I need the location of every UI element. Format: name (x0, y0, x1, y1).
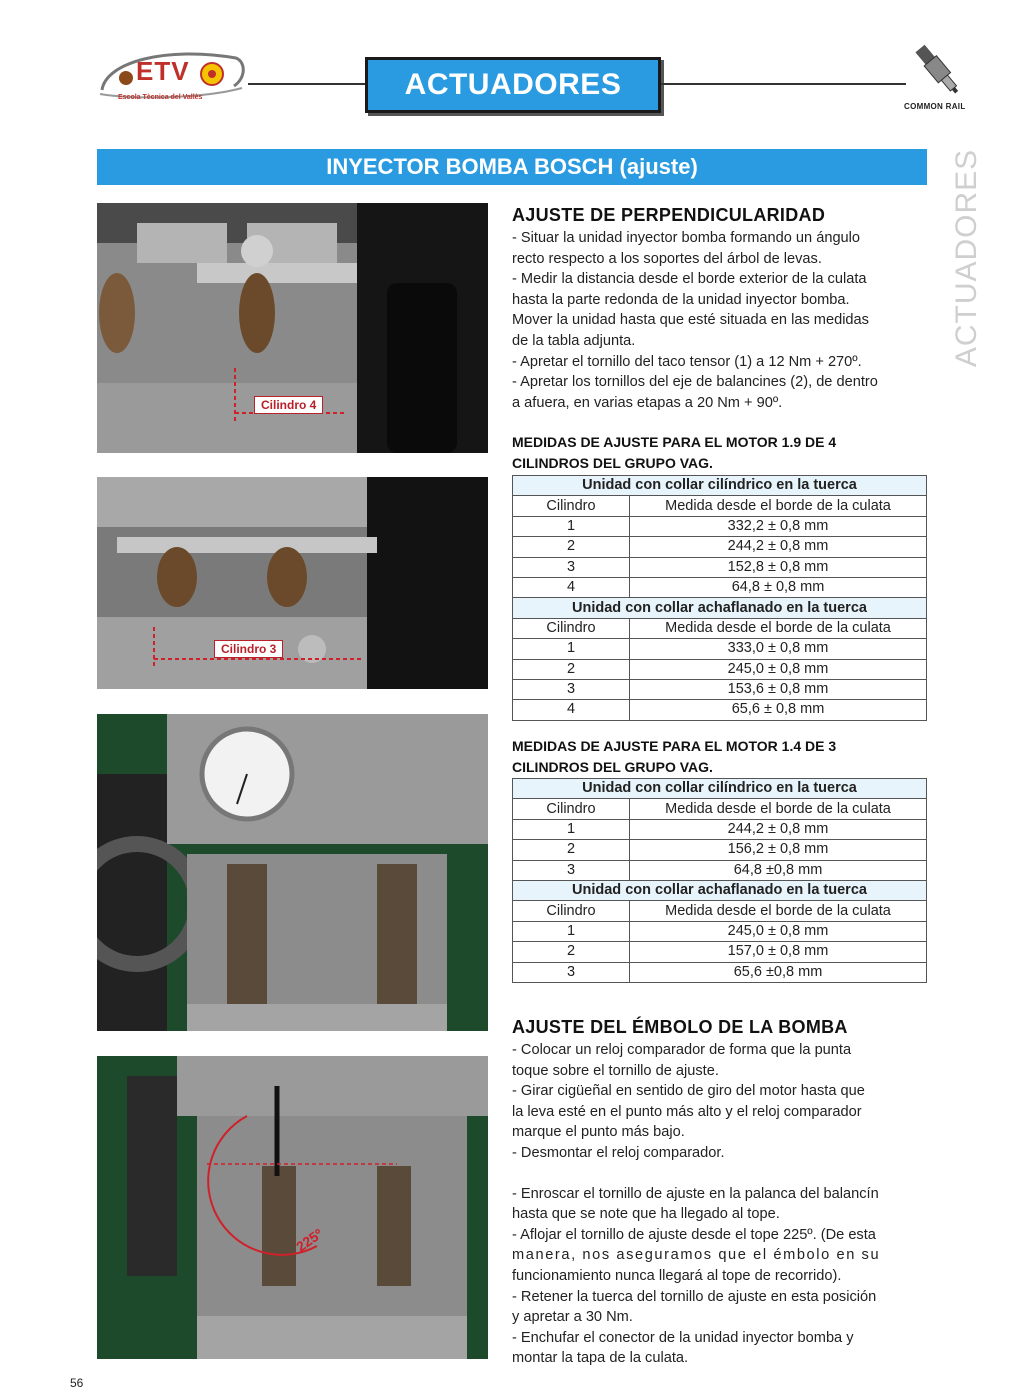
side-tab-text: ACTUADORES (950, 148, 983, 368)
cell-cylinder: 1 (513, 819, 630, 839)
text-line: - Retener la tuerca del tornillo de ajuste en esta posición (512, 1288, 877, 1305)
table-column-header (513, 901, 927, 921)
text-line: marque el punto más bajo. (512, 1124, 685, 1141)
cell-measure: 333,0 ± 0,8 mm (630, 639, 927, 659)
cell-measure: 245,0 ± 0,8 mm (630, 921, 927, 941)
perpendicularity-heading: AJUSTE DE PERPENDICULARIDAD (512, 205, 826, 225)
etv-logo (96, 44, 248, 102)
text-line: - Apretar el tornillo del taco tensor (1) a 12 Nm + 270º. (512, 353, 862, 370)
perpendicularity-section (512, 205, 927, 413)
table-row (513, 840, 927, 860)
text-line: la leva esté en el punto más alto y el reloj comparador (512, 1103, 862, 1120)
logo-subtitle: Escola Tècnica del Vallès (118, 94, 203, 101)
logo-text: ETV (136, 56, 190, 86)
cell-cylinder: 2 (513, 840, 630, 860)
engine-photo-icon (97, 477, 488, 689)
cell-cylinder: 1 (513, 516, 630, 536)
table-row (513, 819, 927, 839)
text-line: montar la tapa de la culata. (512, 1350, 689, 1367)
col-cylinder: Cilindro (513, 496, 630, 516)
table-column-header (513, 496, 927, 516)
adjust-screw-text (512, 1184, 927, 1369)
photo-cylinder-4 (97, 203, 488, 453)
cell-cylinder: 3 (513, 557, 630, 577)
table1-vag-1-9 (512, 475, 927, 721)
text-line: - Situar la unidad inyector bomba formando un ángulo (512, 230, 861, 246)
table-row (513, 577, 927, 597)
cylinder-3-tag: Cilindro 3 (214, 640, 283, 658)
cell-measure: 157,0 ± 0,8 mm (630, 942, 927, 962)
section-banner (97, 149, 927, 185)
cell-cylinder: 1 (513, 639, 630, 659)
cell-measure: 152,8 ± 0,8 mm (630, 557, 927, 577)
photo-cylinder-3 (97, 477, 488, 689)
text-line: - Enchufar el conector de la unidad inyector bomba y (512, 1329, 854, 1346)
pump-plunger-section (512, 1017, 927, 1369)
table-row (513, 516, 927, 536)
cell-cylinder: 3 (513, 679, 630, 699)
cell-cylinder: 3 (513, 962, 630, 982)
cell-cylinder: 4 (513, 577, 630, 597)
text-line: Mover la unidad hasta que esté situada en las medidas (512, 312, 869, 329)
cell-measure: 244,2 ± 0,8 mm (630, 537, 927, 557)
col-cylinder: Cilindro (513, 799, 630, 819)
cell-measure: 245,0 ± 0,8 mm (630, 659, 927, 679)
cell-measure: 156,2 ± 0,8 mm (630, 840, 927, 860)
text-line: de la tabla adjunta. (512, 332, 636, 349)
cell-measure: 64,8 ±0,8 mm (630, 860, 927, 880)
table-row (513, 962, 927, 982)
text-line: - Desmontar el reloj comparador. (512, 1144, 725, 1161)
text-line: - Medir la distancia desde el borde exterior de la culata (512, 271, 867, 288)
col-measure: Medida desde el borde de la culata (630, 901, 927, 921)
perpendicularity-text (512, 228, 927, 413)
photo-adjust-screw (97, 1056, 488, 1359)
text-line: y apretar a 30 Nm. (512, 1309, 633, 1326)
text-line: - Girar cigüeñal en sentido de giro del motor hasta que (512, 1083, 865, 1100)
cylinder-4-tag: Cilindro 4 (254, 396, 323, 414)
side-tab-label (945, 148, 989, 368)
text-line: - Apretar los tornillos del eje de balancines (2), de dentro (512, 374, 878, 391)
table-group-header (513, 598, 927, 618)
cell-measure: 65,6 ± 0,8 mm (630, 700, 927, 720)
table-column-header (513, 799, 927, 819)
col-measure: Medida desde el borde de la culata (630, 618, 927, 638)
cell-measure: 64,8 ± 0,8 mm (630, 577, 927, 597)
table-group-header (513, 476, 927, 496)
pump-plunger-text (512, 1040, 927, 1164)
table-row (513, 557, 927, 577)
table-row (513, 679, 927, 699)
col-cylinder: Cilindro (513, 901, 630, 921)
table-group-header (513, 880, 927, 900)
header-rule-left (248, 83, 365, 85)
cell-cylinder: 2 (513, 942, 630, 962)
cell-cylinder: 2 (513, 659, 630, 679)
cell-cylinder: 3 (513, 860, 630, 880)
common-rail-label: COMMON RAIL (904, 102, 966, 111)
cell-measure: 65,6 ±0,8 mm (630, 962, 927, 982)
table-row (513, 659, 927, 679)
cell-measure: 332,2 ± 0,8 mm (630, 516, 927, 536)
text-line: - Aflojar el tornillo de ajuste desde el tope 225º. (De esta (512, 1226, 876, 1243)
col-cylinder: Cilindro (513, 618, 630, 638)
text-line: funcionamiento nunca llegará al tope de recorrido). (512, 1267, 842, 1284)
text-line: hasta que se note que ha llegado al tope. (512, 1206, 780, 1223)
page-title: ACTUADORES (404, 68, 622, 101)
text-line: recto respecto a los soportes del árbol de levas. (512, 250, 822, 267)
text-line: manera, nos aseguramos que el émbolo en su (512, 1247, 881, 1264)
header-title-box (365, 57, 661, 113)
group-title: Unidad con collar cilíndrico en la tuerca (513, 476, 927, 496)
table2-vag-1-4 (512, 778, 927, 983)
col-measure: Medida desde el borde de la culata (630, 496, 927, 516)
table2-heading-line: MEDIDAS DE AJUSTE PARA EL MOTOR 1.4 DE 3 (512, 738, 837, 754)
cell-cylinder: 4 (513, 700, 630, 720)
group-title: Unidad con collar cilíndrico en la tuerca (513, 779, 927, 799)
text-line: toque sobre el tornillo de ajuste. (512, 1062, 719, 1079)
pump-plunger-heading: AJUSTE DEL ÉMBOLO DE LA BOMBA (512, 1017, 848, 1037)
table-row (513, 639, 927, 659)
table2-heading (512, 736, 927, 778)
angle-225-tag: 225º (292, 1225, 326, 1255)
table1-heading (512, 432, 927, 474)
table-row (513, 942, 927, 962)
group-title: Unidad con collar achaflanado en la tuerca (513, 598, 927, 618)
col-measure: Medida desde el borde de la culata (630, 799, 927, 819)
cell-measure: 153,6 ± 0,8 mm (630, 679, 927, 699)
header-rule-right (661, 83, 906, 85)
text-line: - Enroscar el tornillo de ajuste en la palanca del balancín (512, 1185, 879, 1202)
table2-heading-line: CILINDROS DEL GRUPO VAG. (512, 759, 713, 775)
page-number: 56 (70, 1376, 84, 1390)
engine-photo-icon (97, 203, 488, 453)
text-line: hasta la parte redonda de la unidad inyector bomba. (512, 291, 850, 308)
photo-dial-gauge (97, 714, 488, 1031)
section-title: INYECTOR BOMBA BOSCH (ajuste) (326, 154, 698, 179)
table-group-header (513, 779, 927, 799)
table-row (513, 921, 927, 941)
text-line: a afuera, en varias etapas a 20 Nm + 90º. (512, 394, 783, 411)
table-row (513, 537, 927, 557)
table-row (513, 860, 927, 880)
cell-cylinder: 1 (513, 921, 630, 941)
table-column-header (513, 618, 927, 638)
dial-gauge-photo-icon (97, 714, 488, 1031)
adjust-screw-photo-icon (97, 1056, 488, 1359)
group-title: Unidad con collar achaflanado en la tuerca (513, 880, 927, 900)
table-row (513, 700, 927, 720)
cell-measure: 244,2 ± 0,8 mm (630, 819, 927, 839)
injector-icon (908, 40, 968, 100)
cell-cylinder: 2 (513, 537, 630, 557)
table1-heading-line: MEDIDAS DE AJUSTE PARA EL MOTOR 1.9 DE 4 (512, 434, 837, 450)
text-line: - Colocar un reloj comparador de forma que la punta (512, 1042, 852, 1058)
table1-heading-line: CILINDROS DEL GRUPO VAG. (512, 455, 713, 471)
